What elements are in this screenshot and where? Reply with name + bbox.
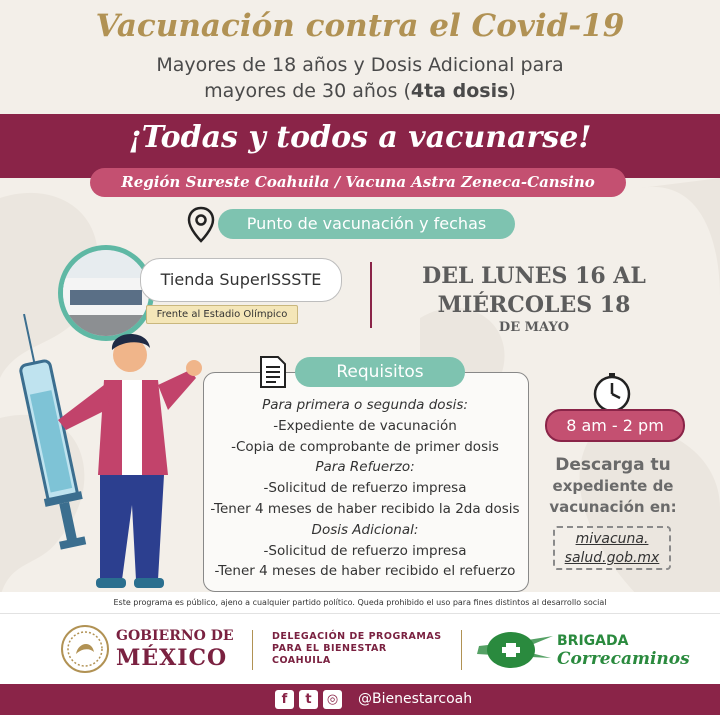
location-pin-icon	[186, 206, 216, 244]
main-title: Vacunación contra el Covid-19	[95, 8, 625, 44]
social-handle[interactable]: @Bienestarcoah	[358, 691, 473, 707]
store-reference: Frente al Estadio Olímpico	[146, 305, 298, 324]
requirement-line: -Solicitud de refuerzo impresa	[263, 480, 467, 497]
subtitle	[0, 52, 720, 104]
requirement-line: -Tener 4 meses de haber recibido la 2da dosis	[210, 500, 520, 517]
requirement-line: -Expediente de vacunación	[273, 417, 457, 434]
delegacion-line-1: DELEGACIÓN DE PROGRAMAS	[272, 631, 442, 642]
gobierno-text: GOBIERNO DE	[116, 628, 234, 644]
subtitle-line-1: Mayores de 18 años y Dosis Adicional para	[156, 54, 564, 76]
store-name: Tienda SuperISSSTE	[140, 258, 342, 302]
mexico-seal-icon	[60, 624, 110, 674]
vaccine-man-illustration	[18, 300, 218, 600]
region-pill: Región Sureste Coahuila / Vacuna Astra Zeneca-Cansino	[90, 168, 626, 197]
requirements-title: Requisitos	[295, 357, 465, 387]
banner-text: ¡Todas y todos a vacunarse!	[128, 120, 592, 155]
delegacion-line-2: PARA EL BIENESTAR	[272, 643, 387, 654]
document-icon	[258, 355, 288, 389]
date-line-2: MIÉRCOLES 18	[437, 292, 631, 318]
download-url[interactable]	[553, 526, 671, 570]
schedule-hours: 8 am - 2 pm	[545, 409, 685, 442]
facebook-icon[interactable]: f	[275, 690, 294, 709]
requirement-line: Dosis Adicional:	[311, 521, 419, 538]
disclaimer: Este programa es público, ajeno a cualquier partido político. Queda prohibido el uso para fines distintos al desarrollo social	[113, 598, 607, 607]
download-line-2: expediente de	[552, 477, 674, 495]
date-line-1: DEL LUNES 16 AL	[422, 263, 646, 289]
roadrunner-logo-icon	[475, 628, 555, 672]
footer-divider-1	[252, 630, 253, 670]
footer-separator	[0, 613, 720, 614]
divider	[370, 262, 372, 328]
delegacion-text	[272, 631, 442, 667]
subtitle-line-2	[0, 78, 720, 104]
correcaminos-text: Correcaminos	[557, 649, 690, 669]
download-url-part-2[interactable]: salud.gob.mx	[564, 550, 660, 566]
date-month: DE MAYO	[498, 320, 570, 335]
download-url-part-1[interactable]: mivacuna.	[575, 531, 649, 547]
subtitle-line-2-post: )	[508, 80, 516, 102]
subtitle-line-2-pre: mayores de 30 años (	[204, 80, 411, 102]
requirement-line: Para primera o segunda dosis:	[262, 397, 468, 413]
instagram-icon[interactable]: ◎	[323, 690, 342, 709]
requirement-line: -Tener 4 meses de haber recibido el refuerzo	[214, 563, 516, 580]
subtitle-dose: 4ta dosis	[410, 80, 509, 102]
footer-divider-2	[461, 630, 462, 670]
location-dates-pill: Punto de vacunación y fechas	[218, 209, 515, 239]
download-line-1: Descarga tu	[555, 455, 671, 475]
requirements-list	[203, 395, 527, 582]
date-range	[398, 262, 670, 320]
requirement-line: Para Refuerzo:	[315, 459, 415, 476]
download-info	[542, 454, 684, 518]
requirement-line: -Solicitud de refuerzo impresa	[263, 542, 467, 559]
download-line-3: vacunación en:	[549, 498, 677, 516]
twitter-icon[interactable]: t	[299, 690, 318, 709]
clock-icon	[591, 372, 633, 414]
brigada-text: BRIGADA	[557, 633, 629, 649]
requirement-line: -Copia de comprobante de primer dosis	[231, 438, 499, 455]
delegacion-line-3: COAHUILA	[272, 655, 331, 666]
mexico-text: MÉXICO	[116, 645, 228, 671]
